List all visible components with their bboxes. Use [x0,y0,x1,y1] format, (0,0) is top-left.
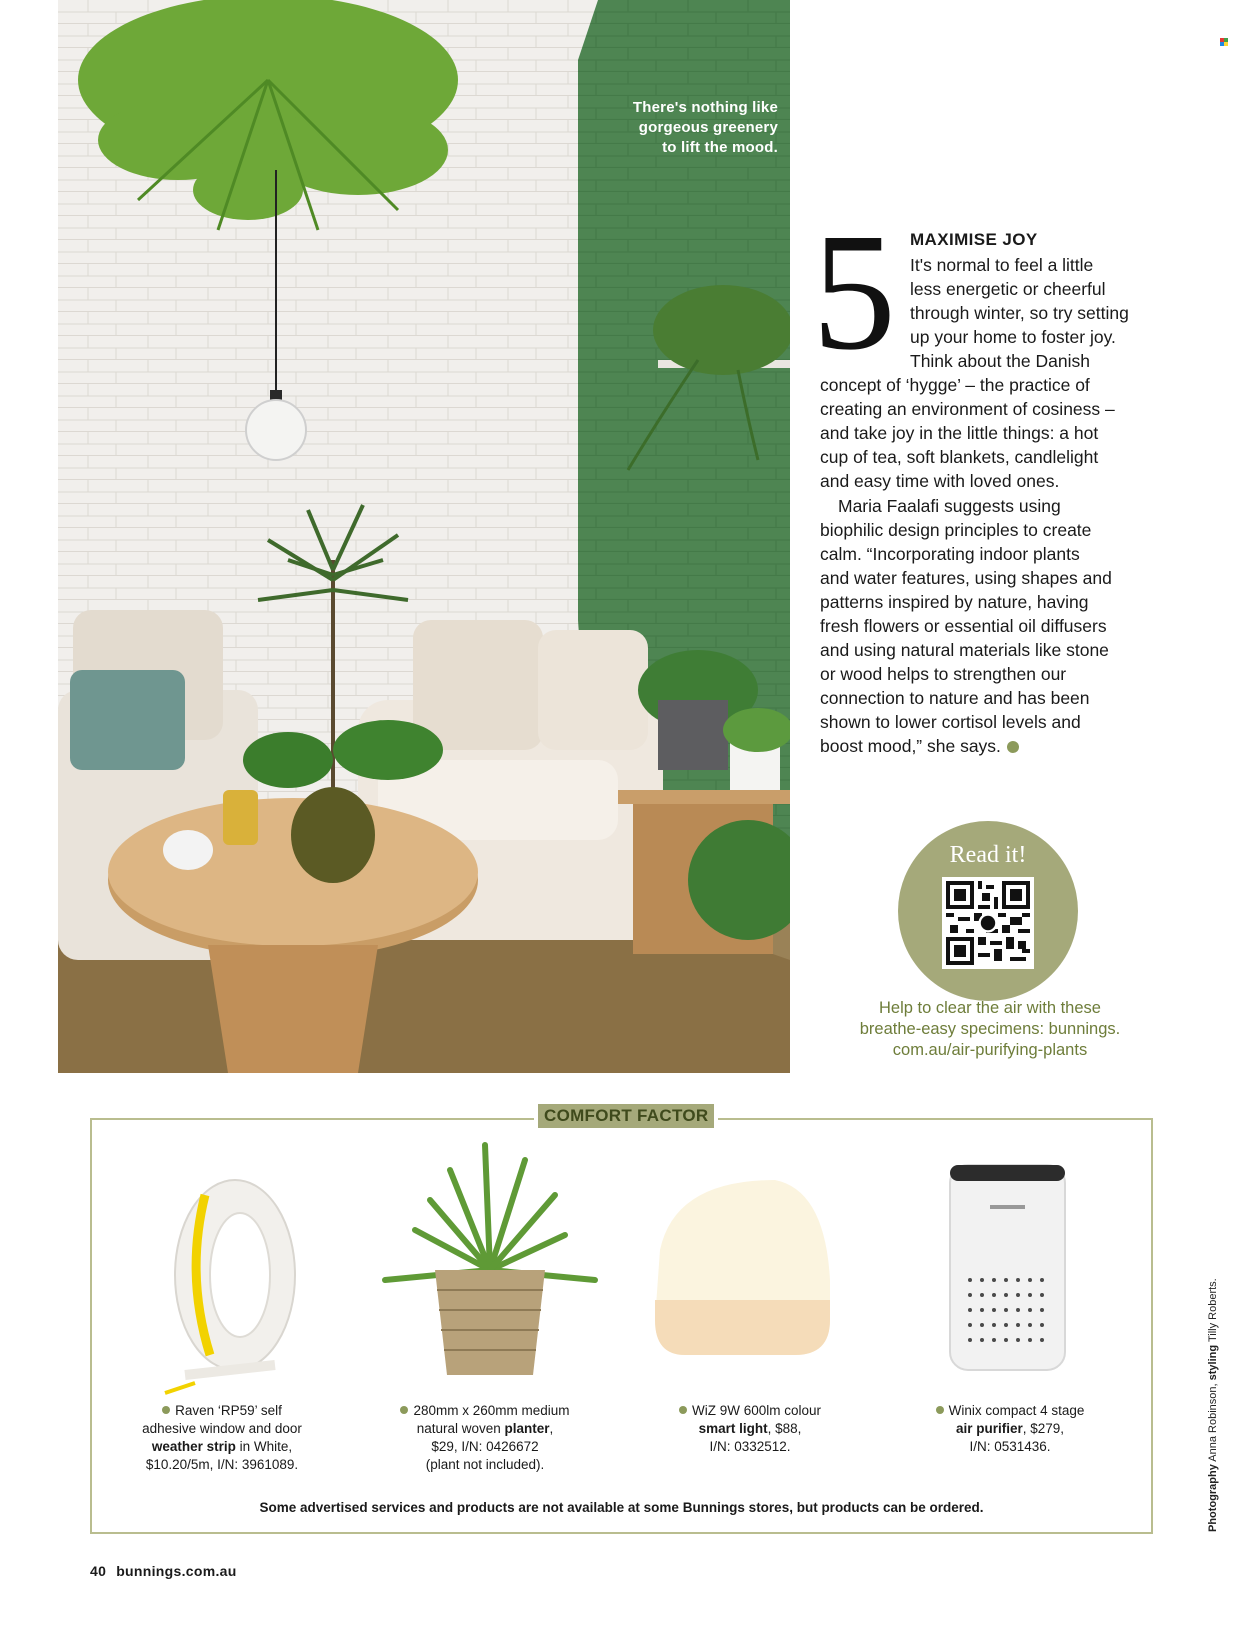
credit-label: styling [1207,1344,1219,1381]
product-text: , [549,1421,554,1436]
product-weather-strip [132,1402,312,1474]
comfort-factor-label: COMFORT FACTOR [538,1104,714,1128]
smart-light-image [645,1170,835,1365]
body-line: cup of tea, soft blankets, candlelight [820,447,1099,467]
product-text: in White, [235,1439,293,1454]
body-line: patterns inspired by nature, having [820,592,1089,612]
product-line: I/N: 0332512. [709,1439,791,1454]
body-line: shown to lower cortisol levels and [820,712,1081,732]
bullet-icon [162,1406,170,1414]
product-planter [385,1402,585,1474]
caption-line: There's nothing like [632,99,778,116]
site-link[interactable]: bunnings.com.au [116,1563,237,1579]
product-line: I/N: 0531436. [969,1439,1051,1454]
planter-image [375,1140,605,1385]
page-number: 40 [90,1563,107,1579]
product-line [132,1438,312,1456]
read-it-link[interactable]: com.au/air-purifying-plants [892,1041,1088,1059]
product-line [920,1402,1100,1420]
qr-code-icon[interactable] [942,877,1034,969]
credit-name: Anna Robinson, [1207,1380,1219,1465]
body-line: calm. “Incorporating indoor plants [820,544,1080,564]
air-purifier-image [945,1160,1070,1380]
credit-label: Photography [1207,1464,1219,1532]
product-name: air purifier [955,1421,1023,1436]
credit-name: Tilly Roberts. [1207,1278,1219,1345]
product-line [655,1420,845,1438]
bullet-icon [936,1406,944,1414]
product-line: $10.20/5m, I/N: 3961089. [145,1457,299,1472]
product-text: Winix compact 4 stage [948,1403,1085,1418]
body-line: less energetic or cheerful [910,279,1106,299]
body-line: or wood helps to strengthen our [820,664,1067,684]
product-text: 280mm x 260mm medium [413,1403,570,1418]
section-number: 5 [812,199,896,385]
product-smart-light [655,1402,845,1456]
product-line [385,1420,585,1438]
body-line: and easy time with loved ones. [820,471,1060,491]
caption-line: to lift the mood. [662,139,778,156]
body-line: creating an environment of cosiness – [820,399,1115,419]
body-line: connection to nature and has been [820,688,1090,708]
body-line: and take joy in the little things: a hot [820,423,1099,443]
product-text: WiZ 9W 600lm colour [691,1403,822,1418]
hero-photo [58,0,790,1073]
bullet-icon [679,1406,687,1414]
product-name: weather strip [151,1439,236,1454]
product-line: adhesive window and door [142,1421,302,1436]
body-line: fresh flowers or essential oil diffusers [820,616,1107,636]
read-it-line[interactable]: breathe-easy specimens: bunnings. [859,1020,1121,1038]
product-text: , $88, [767,1421,802,1436]
section-heading: MAXIMISE JOY [910,230,1038,249]
product-text: , $279, [1022,1421,1065,1436]
read-it-line: Help to clear the air with these [879,999,1101,1017]
body-line: up your home to foster joy. [910,327,1116,347]
product-name: smart light [698,1421,768,1436]
body-line: and water features, using shapes and [820,568,1112,588]
product-line [920,1420,1100,1438]
product-line: (plant not included). [425,1457,545,1472]
qr-code-graphic [946,881,1030,965]
body-line-text: boost mood,” she says. [820,736,1001,756]
product-text: natural woven [416,1421,505,1436]
body-line: Maria Faalafi suggests using [838,496,1061,516]
photo-caption [633,98,778,158]
weather-strip-image [155,1165,305,1400]
product-text: Raven ‘RP59’ self [175,1403,282,1418]
body-line: Think about the Danish [910,351,1090,371]
product-line [132,1402,312,1420]
body-line: concept of ‘hygge’ – the practice of [820,375,1090,395]
bullet-icon [400,1406,408,1414]
comfort-factor-title [534,1104,718,1128]
end-mark-icon [1007,741,1019,753]
product-line: $29, I/N: 0426672 [431,1439,539,1454]
colour-mark-icon [1220,33,1228,41]
product-line [655,1402,845,1420]
disclaimer: Some advertised services and products are not available at some Bunnings stores, but products can be ordered. [259,1500,984,1515]
product-air-purifier [920,1402,1100,1456]
product-line [385,1402,585,1420]
photo-credits [1207,1278,1219,1532]
body-line: through winter, so try setting [910,303,1129,323]
product-name: planter [504,1421,550,1436]
caption-line: gorgeous greenery [638,119,778,136]
body-line: It's normal to feel a little [910,255,1094,275]
living-room-illustration [58,0,790,1073]
read-it-title: Read it! [949,842,1027,868]
body-line: and using natural materials like stone [820,640,1109,660]
body-line: biophilic design principles to create [820,520,1092,540]
body-line-last [820,734,1019,758]
page-footer [90,1563,237,1579]
